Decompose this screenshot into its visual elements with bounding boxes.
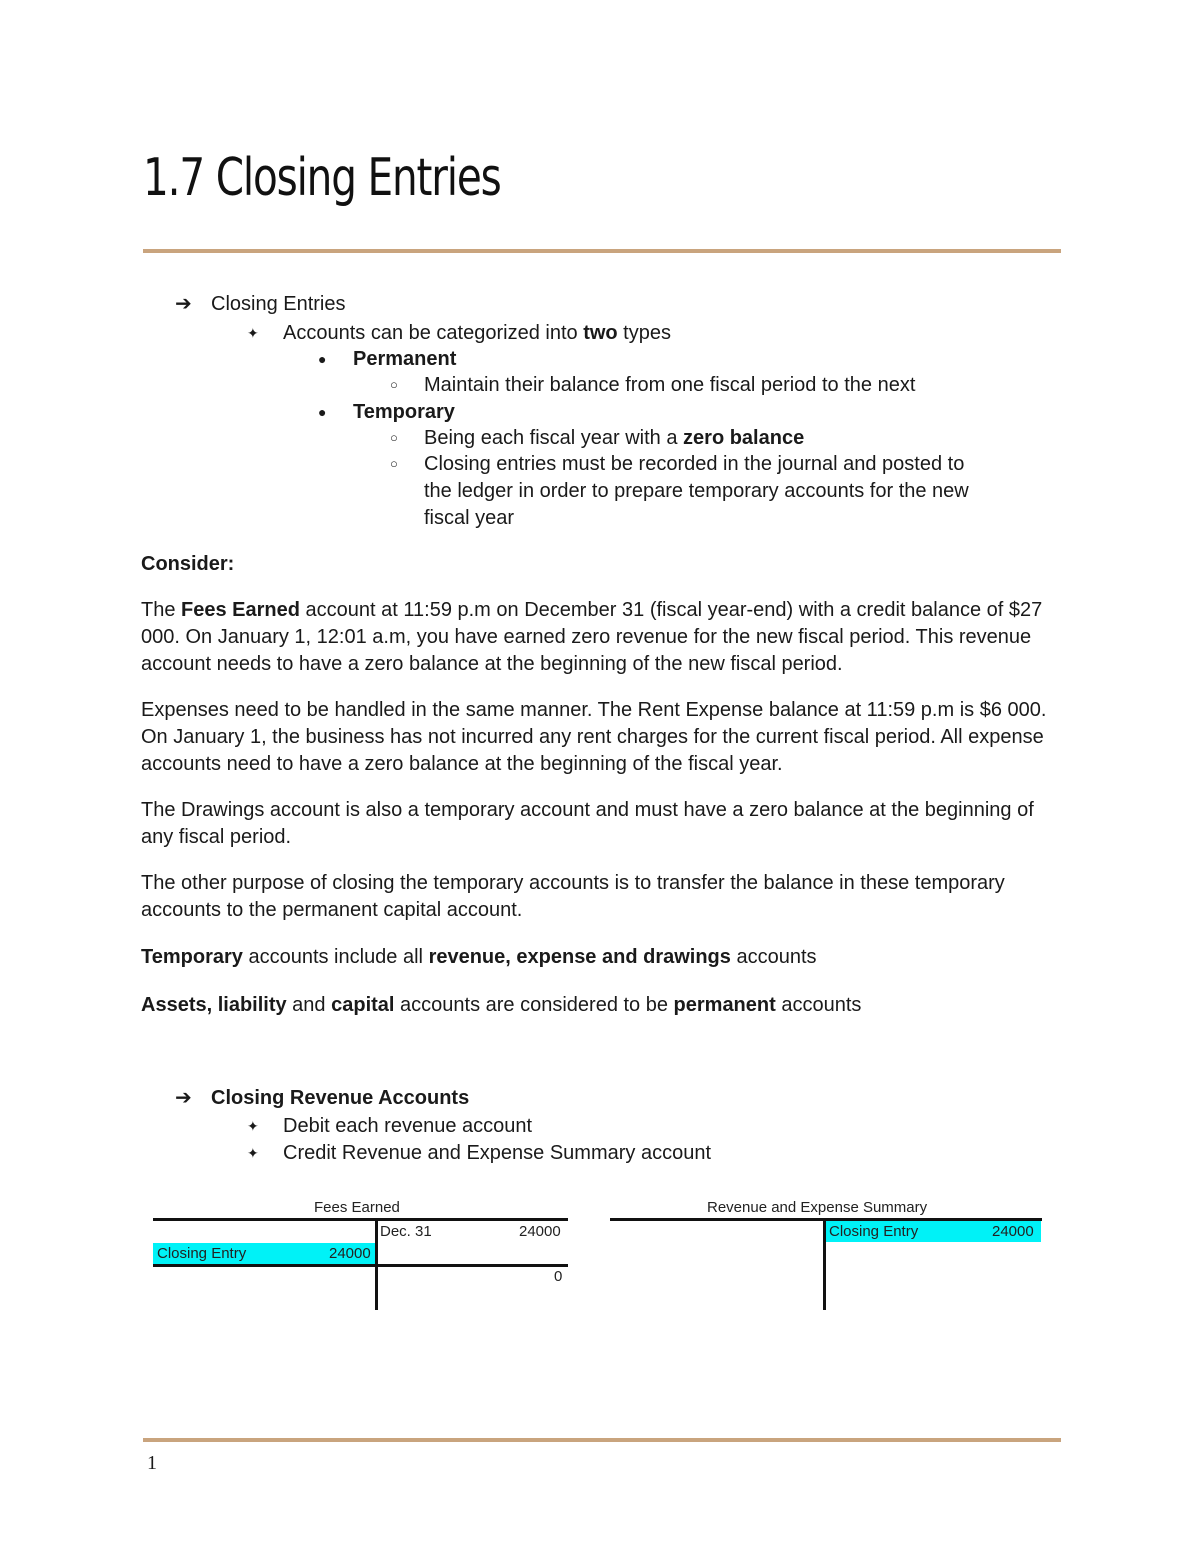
t-account-top-bar <box>153 1218 568 1221</box>
t-account-title: Revenue and Expense Summary <box>707 1199 928 1216</box>
page-title: 1.7 Closing Entries <box>143 148 501 208</box>
closing-revenue-heading: Closing Revenue Accounts <box>211 1087 470 1109</box>
arrow-bullet-icon: ➔ <box>175 293 192 315</box>
outline-temp-desc2-line2: the ledger in order to prepare temporary accounts for the new <box>424 480 969 502</box>
balance-value: 0 <box>554 1268 563 1285</box>
outline-temporary: Temporary <box>353 401 455 423</box>
paragraph-fees-earned: The Fees Earned account at 11:59 p.m on December 31 (fiscal year-end) with a credit balance of $27 000. On January 1, 12:01 a.m, you have earned zero revenue for the new fiscal period. This revenue account needs to have a zero balance at the beginning of the new fiscal period. <box>141 599 1043 675</box>
circle-bullet-icon: ○ <box>390 377 398 392</box>
page-number: 1 <box>147 1452 157 1474</box>
paragraph-purpose: The other purpose of closing the temporary accounts is to transfer the balance in these temporary accounts to the permanent capital account. <box>141 872 1005 921</box>
diamond-bullet-icon: ✦ <box>247 1118 259 1134</box>
diamond-bullet-icon: ✦ <box>247 1145 259 1161</box>
debit-value: 24000 <box>329 1245 371 1262</box>
outline-permanent-desc: Maintain their balance from one fiscal period to the next <box>424 374 916 396</box>
outline-categories: Accounts can be categorized into two types <box>283 322 671 344</box>
circle-bullet-icon: ○ <box>390 430 398 445</box>
t-account-total-bar <box>153 1264 568 1267</box>
debit-label: Closing Entry <box>157 1245 247 1262</box>
outline-permanent: Permanent <box>353 348 457 370</box>
credit-label: Dec. 31 <box>380 1223 432 1240</box>
paragraph-expenses: Expenses need to be handled in the same manner. The Rent Expense balance at 11:59 p.m is $6 000. On January 1, the business has not incurred any rent charges for the current fiscal period. All expense accounts need to have a zero balance at the beginning of the fiscal year. <box>141 699 1047 775</box>
credit-label: Closing Entry <box>829 1223 919 1240</box>
consider-heading: Consider: <box>141 553 235 575</box>
closing-revenue-step1: Debit each revenue account <box>283 1115 533 1137</box>
dot-bullet-icon: ● <box>318 351 327 367</box>
paragraph-temporary-accounts: Temporary accounts include all revenue, expense and drawings accounts <box>141 946 817 968</box>
credit-value: 24000 <box>992 1223 1034 1240</box>
outline-temp-desc2-line1: Closing entries must be recorded in the journal and posted to <box>424 453 965 475</box>
arrow-bullet-icon: ➔ <box>175 1087 192 1109</box>
outline-temp-desc2-line3: fiscal year <box>424 507 515 529</box>
title-divider <box>143 249 1061 253</box>
t-account-title: Fees Earned <box>314 1199 400 1216</box>
outline-item-closing-entries: Closing Entries <box>211 293 346 315</box>
credit-value: 24000 <box>519 1223 561 1240</box>
outline-temp-desc1: Being each fiscal year with a zero balance <box>424 427 805 449</box>
closing-revenue-step2: Credit Revenue and Expense Summary account <box>283 1142 712 1164</box>
diamond-bullet-icon: ✦ <box>247 325 259 341</box>
dot-bullet-icon: ● <box>318 404 327 420</box>
footer-divider <box>143 1438 1061 1442</box>
paragraph-drawings: The Drawings account is also a temporary account and must have a zero balance at the beginning of any fiscal period. <box>141 799 1034 848</box>
paragraph-permanent-accounts: Assets, liability and capital accounts are considered to be permanent accounts <box>141 994 862 1016</box>
circle-bullet-icon: ○ <box>390 456 398 471</box>
